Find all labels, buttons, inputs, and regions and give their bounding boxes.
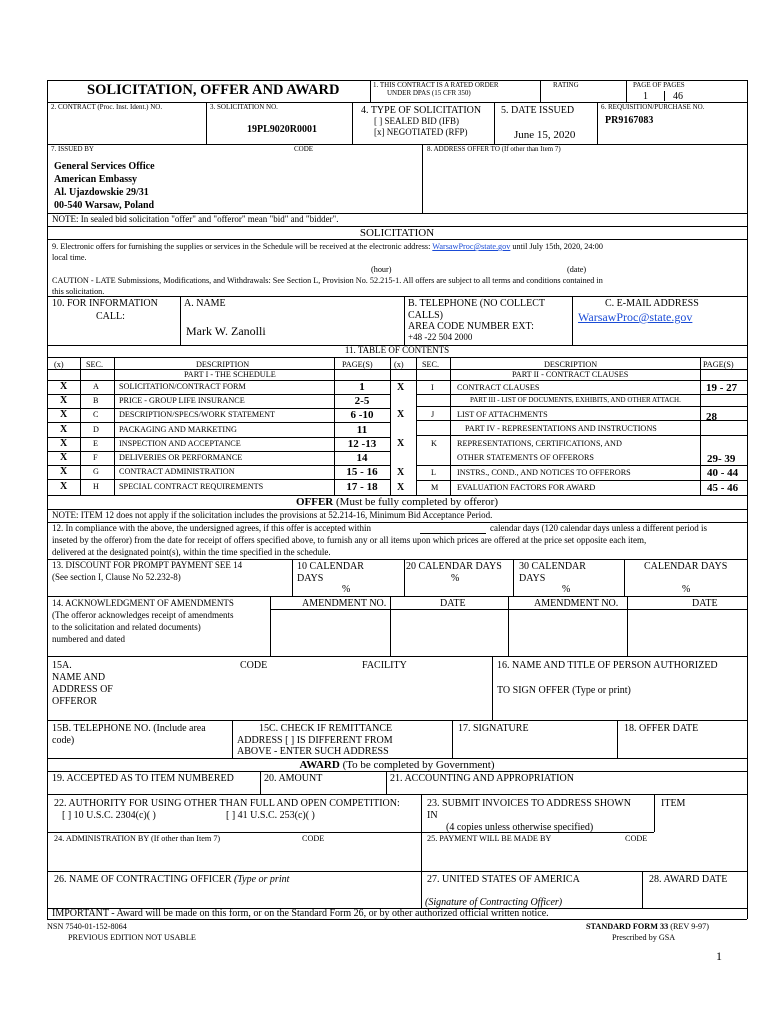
toc-part-2: PART II - CONTRACT CLAUSES (512, 370, 629, 379)
item13-sublabel: (See section I, Clause No 52.232-8) (52, 572, 181, 582)
toc-left-pages: 6 -10 (350, 409, 374, 421)
toc-left-desc: SOLICITATION/CONTRACT FORM (119, 382, 246, 391)
rated-order-sublabel: UNDER DPAS (15 CFR 350) (387, 89, 471, 97)
item26-text: 26. NAME OF CONTRACTING OFFICER (54, 874, 235, 885)
item16-sublabel: TO SIGN OFFER (Type or print) (497, 685, 631, 696)
signature-label: 17. SIGNATURE (458, 723, 529, 734)
item19-label: 19. ACCEPTED AS TO ITEM NUMBERED (52, 773, 234, 784)
item22-option-a[interactable]: [ ] 10 U.S.C. 2304(c)( ) (62, 810, 156, 821)
discount-10-days: DAYS (297, 573, 324, 584)
item9-prefix: 9. Electronic offers for furnishing the supplies or services in the Schedule will be received at the electronic address: (52, 242, 433, 251)
item27-label: 27. UNITED STATES OF AMERICA (427, 874, 580, 885)
contact-name-value: Mark W. Zanolli (186, 324, 266, 338)
toc-right-pages-i: 19 - 27 (706, 382, 738, 394)
standard-form-rev: (REV 9-97) (668, 922, 709, 931)
toc-right-pages-j: 28 (706, 411, 717, 423)
toc-left-desc: DELIVERIES OR PERFORMANCE (119, 453, 243, 462)
item23-line3: (4 copies unless otherwise specified) (446, 822, 594, 833)
issuer-line-3: Al. Ujazdowskie 29/31 (54, 187, 149, 198)
toc-part-3: PART III - LIST OF DOCUMENTS, EXHIBITS, AND OTHER ATTACH. (470, 396, 681, 404)
amendment-no-label-2: AMENDMENT NO. (534, 598, 619, 609)
toc-right-desc-k-1: REPRESENTATIONS, CERTIFICATIONS, AND (457, 439, 622, 448)
discount-30-label: 30 CALENDAR (519, 561, 586, 572)
toc-left-desc: INSPECTION AND ACCEPTANCE (119, 439, 241, 448)
form-title: SOLICITATION, OFFER AND AWARD (87, 82, 340, 98)
item9-line2: local time. (52, 253, 87, 262)
toc-left-x: X (60, 481, 68, 492)
item23-label: 23. SUBMIT INVOICES TO ADDRESS SHOWN (427, 798, 631, 809)
toc-right-x-j: X (397, 409, 405, 420)
rated-order-label: 1. THIS CONTRACT IS A RATED ORDER (373, 81, 499, 89)
offer-date-label: 18. OFFER DATE (624, 723, 699, 734)
item26-note: (Type or print (234, 874, 290, 885)
facility-label: FACILITY (362, 660, 407, 671)
toc-left-sec: C (93, 410, 99, 419)
caution-line-1: CAUTION - LATE Submissions, Modifications, and Withdrawals: See Section L, Provision No. 52.215-1. All offers are subject to all terms and conditions contained in (52, 276, 603, 285)
toc-left-pages: 17 - 18 (346, 481, 378, 493)
toc-left-x: X (60, 381, 68, 392)
important-note: IMPORTANT - Award will be made on this form, or on the Standard Form 26, or by other authorized official written notice. (52, 908, 549, 919)
offer-note: NOTE: ITEM 12 does not apply if the solicitation includes the provisions at 52.214-16, Minimum Bid Acceptance Period. (52, 510, 493, 520)
item9-email-link[interactable]: WarsawProc@state.gov (432, 242, 511, 251)
pages-total-value: 46 (673, 91, 683, 102)
amendment-date-label-1: DATE (440, 598, 466, 609)
toc-col-pages-left: PAGE(S) (342, 360, 373, 369)
telephone-value: +48 -22 504 2000 (408, 332, 473, 342)
issued-by-code-label: CODE (294, 145, 314, 153)
email-label: C. E-MAIL ADDRESS (605, 298, 699, 309)
item12-text-a: 12. In compliance with the above, the undersigned agrees, if this offer is accepted within (52, 523, 371, 533)
toc-col-desc-left: DESCRIPTION (196, 360, 250, 369)
toc-right-sec-j: J (431, 410, 435, 419)
toc-col-pages-right: PAGE(S) (703, 360, 734, 369)
item15c-label: 15C. CHECK IF REMITTANCE (259, 723, 393, 734)
toc-right-desc-m: EVALUATION FACTORS FOR AWARD (457, 483, 596, 492)
date-issued-label: 5. DATE ISSUED (501, 105, 575, 116)
item15a-line2: NAME AND (52, 672, 106, 683)
toc-heading: 11. TABLE OF CONTENTS (344, 345, 450, 355)
solicitation-type-label: 4. TYPE OF SOLICITATION (361, 105, 482, 116)
toc-right-sec-k: K (431, 439, 437, 448)
item24-label: 24. ADMINISTRATION BY (If other than Item 7) (54, 834, 221, 843)
requisition-no-value: PR9167083 (605, 115, 654, 126)
toc-part-1: PART I - THE SCHEDULE (184, 370, 276, 379)
discount-10-label: 10 CALENDAR (297, 561, 364, 572)
discount-30-pct: % (562, 584, 571, 595)
toc-left-x: X (60, 438, 68, 449)
toc-right-sec-i: I (431, 383, 434, 392)
item9-text (52, 242, 603, 251)
toc-right-desc-i: CONTRACT CLAUSES (457, 383, 540, 392)
rating-label: RATING (553, 81, 579, 89)
telephone-label: B. TELEPHONE (NO COLLECT (408, 298, 546, 309)
toc-right-pages-l: 40 - 44 (707, 467, 739, 479)
toc-right-sec-m: M (431, 483, 439, 492)
page-number: 1 (716, 949, 722, 963)
item16-label: 16. NAME AND TITLE OF PERSON AUTHORIZED (497, 660, 718, 671)
toc-right-x-l: X (397, 467, 405, 478)
amendment-date-label-2: DATE (692, 598, 718, 609)
toc-left-pages: 14 (356, 452, 368, 464)
date-caption: (date) (567, 265, 587, 274)
toc-col-x-left: (x) (54, 360, 64, 369)
item14-line4: numbered and dated (52, 634, 125, 644)
previous-edition-note: PREVIOUS EDITION NOT USABLE (68, 933, 196, 942)
toc-left-x: X (60, 395, 68, 406)
toc-col-x-right: (x) (394, 360, 404, 369)
toc-left-sec: B (93, 396, 99, 405)
toc-col-desc-right: DESCRIPTION (544, 360, 598, 369)
item15a-line3: ADDRESS OF (52, 684, 113, 695)
telephone-label-2: CALLS) (408, 310, 443, 321)
toc-row-divider (47, 479, 390, 480)
discount-cal-pct: % (682, 584, 691, 595)
page-number-value: 1 (643, 91, 648, 102)
item25-label: 25. PAYMENT WILL BE MADE BY (427, 834, 552, 843)
discount-20-pct: % (451, 573, 460, 584)
toc-left-x: X (60, 466, 68, 477)
issuer-line-1: General Services Office (54, 161, 155, 172)
toc-left-sec: F (93, 453, 98, 462)
standard-form-label (586, 922, 709, 931)
item15a-label: 15A. (52, 660, 72, 671)
toc-left-sec: G (93, 467, 99, 476)
caution-line-2: this solicitation. (52, 287, 105, 296)
toc-left-pages: 1 (359, 381, 365, 393)
toc-right-desc-k-2: OTHER STATEMENTS OF OFFERORS (457, 453, 594, 462)
item15a-line4: OFFEROR (52, 696, 98, 707)
negotiated-rfp-checkbox[interactable]: [x] NEGOTIATED (RFP) (374, 127, 468, 137)
toc-part-4: PART IV - REPRESENTATIONS AND INSTRUCTIONS (465, 424, 657, 433)
toc-left-desc: PRICE - GROUP LIFE INSURANCE (119, 396, 245, 405)
toc-left-pages: 12 -13 (347, 438, 377, 450)
item26-label (54, 874, 289, 885)
toc-left-x: X (60, 409, 68, 420)
sealed-bid-note: NOTE: In sealed bid solicitation "offer" and "offeror" mean "bid" and "bidder". (52, 214, 339, 224)
toc-left-pages: 11 (356, 424, 368, 436)
item14-label: 14. ACKNOWLEDGMENT OF AMENDMENTS (52, 598, 234, 608)
requisition-no-label: 6. REQUISITION/PURCHASE NO. (601, 103, 705, 111)
hour-caption: (hour) (371, 265, 392, 274)
toc-right-sec-l: L (431, 468, 437, 477)
for-info-label: 10. FOR INFORMATION (52, 298, 158, 309)
award-heading-note: (To be completed by Government) (339, 759, 495, 771)
item14-line2: (The offeror acknowledges receipt of amendments (52, 610, 234, 620)
item15b-sublabel: code) (52, 735, 75, 746)
discount-10-pct: % (342, 584, 351, 595)
item28-label: 28. AWARD DATE (649, 874, 728, 885)
award-heading (47, 759, 747, 771)
toc-right-x-i: X (397, 382, 405, 393)
toc-left-sec: H (93, 482, 99, 491)
toc-left-pages: 2-5 (354, 395, 370, 407)
item15b-label: 15B. TELEPHONE NO. (Include area (52, 723, 206, 734)
toc-row-divider (47, 422, 390, 423)
toc-left-desc: CONTRACT ADMINISTRATION (119, 467, 235, 476)
item13-label: 13. DISCOUNT FOR PROMPT PAYMENT SEE 14 (52, 560, 243, 570)
item12-line2: inseted by the offeror) from the date for receipt of offers specified above, to furnish any or all items upon which prices are offered at the price set opposite each item, (52, 535, 647, 545)
contact-email-link[interactable]: WarsawProc@state.gov (578, 310, 693, 324)
item14-line3: to the solicitation and related documents) (52, 622, 201, 632)
item15c-line2[interactable]: ADDRESS [ ] IS DIFFERENT FROM (237, 735, 393, 746)
issuer-line-2: American Embassy (54, 174, 138, 185)
offer-heading-note: (Must be fully completed by offeror) (333, 496, 499, 508)
toc-left-sec: D (93, 425, 99, 434)
toc-right-x-k: X (397, 438, 405, 449)
item15c-line3: ABOVE - ENTER SUCH ADDRESS (237, 746, 389, 757)
toc-left-x: X (60, 424, 68, 435)
item15a-code-label: CODE (240, 660, 268, 671)
offer-title: OFFER (295, 496, 334, 508)
toc-col-sec-left: SEC. (86, 360, 104, 369)
solicitation-heading: SOLICITATION (359, 227, 435, 239)
amendment-no-label-1: AMENDMENT NO. (302, 598, 387, 609)
sealed-bid-checkbox[interactable]: [ ] SEALED BID (IFB) (374, 116, 459, 126)
toc-left-x: X (60, 452, 68, 463)
toc-left-pages: 15 - 16 (346, 466, 378, 478)
award-title: AWARD (299, 759, 340, 771)
issued-by-label: 7. ISSUED BY (51, 145, 94, 153)
toc-right-pages-m: 45 - 46 (707, 482, 739, 494)
toc-right-desc-j: LIST OF ATTACHMENTS (457, 410, 548, 419)
item23-line2: IN (427, 810, 438, 821)
item22-option-b[interactable]: [ ] 41 U.S.C. 253(c)( ) (226, 810, 315, 821)
prescribed-by: Prescribed by GSA (612, 933, 676, 942)
item12-text-b: calendar days (120 calendar days unless a different period is (490, 523, 708, 533)
item12-line3: delivered at the designated point(s), within the time specified in the schedule. (52, 547, 331, 557)
toc-left-desc: PACKAGING AND MARKETING (119, 425, 237, 434)
item-label: ITEM (661, 798, 686, 809)
discount-30-days: DAYS (519, 573, 546, 584)
solicitation-no-label: 3. SOLICITATION NO. (210, 103, 278, 111)
toc-left-desc: DESCRIPTION/SPECS/WORK STATEMENT (119, 410, 276, 419)
contracting-officer-signature-caption: (Signature of Contracting Officer) (425, 897, 563, 908)
nsn-number: NSN 7540-01-152-8064 (47, 922, 127, 931)
discount-20-label: 20 CALENDAR DAYS (406, 561, 502, 572)
solicitation-no-value: 19PL9020R0001 (247, 124, 317, 135)
item9-suffix: until July 15th, 2020, 24:00 (510, 242, 603, 251)
toc-left-desc: SPECIAL CONTRACT REQUIREMENTS (119, 482, 264, 491)
offer-heading (47, 496, 747, 508)
date-issued-value: June 15, 2020 (514, 129, 576, 141)
toc-col-sec-right: SEC. (422, 360, 440, 369)
item24-code-label: CODE (302, 834, 325, 843)
item20-label: 20. AMOUNT (264, 773, 323, 784)
item25-code-label: CODE (625, 834, 648, 843)
name-label: A. NAME (184, 298, 226, 309)
page-of-pages-label: PAGE OF PAGES (633, 81, 685, 89)
standard-form-name: STANDARD FORM 33 (586, 922, 669, 931)
address-offer-label: 8. ADDRESS OFFER TO (If other than Item 7) (427, 145, 561, 153)
call-label: CALL: (96, 311, 125, 322)
toc-right-pages-k: 29- 39 (707, 453, 736, 465)
discount-cal-label: CALENDAR DAYS (644, 561, 728, 572)
toc-right-x-m: X (397, 482, 405, 493)
toc-left-sec: A (93, 382, 99, 391)
contract-no-label: 2. CONTRACT (Proc. Inst. Ident.) NO. (51, 103, 163, 111)
item21-label: 21. ACCOUNTING AND APPROPRIATION (390, 773, 574, 784)
toc-left-sec: E (93, 439, 99, 448)
issuer-line-4: 00-540 Warsaw, Poland (54, 200, 155, 211)
telephone-label-3: AREA CODE NUMBER EXT: (408, 321, 534, 332)
item22-label: 22. AUTHORITY FOR USING OTHER THAN FULL AND OPEN COMPETITION: (54, 798, 400, 809)
toc-right-desc-l: INSTRS., COND., AND NOTICES TO OFFERORS (457, 468, 631, 477)
